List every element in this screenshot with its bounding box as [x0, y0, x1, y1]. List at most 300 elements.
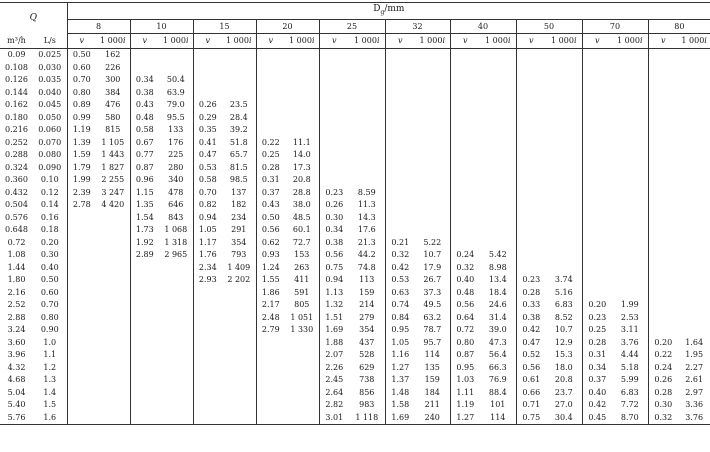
- head-loss-cell: [480, 74, 516, 87]
- head-loss-cell: [415, 212, 450, 225]
- head-loss-header: 1 000i: [222, 34, 256, 49]
- velocity-cell: [648, 99, 678, 112]
- velocity-cell: [256, 412, 285, 425]
- velocity-cell: 2.26: [319, 362, 349, 375]
- head-loss-cell: [415, 137, 450, 150]
- velocity-cell: [67, 212, 96, 225]
- flow-m3h-cell: 0.648: [5, 225, 28, 235]
- head-loss-cell: 137: [231, 187, 247, 197]
- head-loss-cell: 44.2: [357, 250, 376, 260]
- head-loss-cell: 411: [294, 275, 310, 285]
- velocity-cell: [450, 112, 480, 125]
- head-loss-cell: [349, 137, 385, 150]
- velocity-cell: 2.79: [256, 324, 285, 337]
- head-loss-header: 1 000i: [96, 34, 130, 49]
- head-loss-cell: 14.0: [292, 150, 311, 160]
- velocity-cell: [648, 149, 678, 162]
- head-loss-cell: 3.74: [554, 275, 573, 285]
- head-loss-cell: [222, 412, 256, 425]
- head-loss-cell: 5.18: [620, 362, 639, 372]
- head-loss-cell: 38.0: [292, 200, 311, 210]
- head-loss-cell: [159, 299, 193, 312]
- head-loss-cell: 24.6: [488, 300, 507, 310]
- velocity-cell: [450, 87, 480, 100]
- velocity-cell: 0.58: [193, 174, 222, 187]
- head-loss-cell: [546, 212, 582, 225]
- head-loss-cell: [480, 112, 516, 125]
- velocity-cell: [582, 237, 612, 250]
- velocity-cell: [385, 162, 415, 175]
- head-loss-cell: [159, 274, 193, 287]
- velocity-cell: 0.33: [516, 299, 546, 312]
- head-loss-cell: 28.8: [292, 187, 311, 197]
- flow-ls-cell: 0.10: [33, 174, 67, 187]
- head-loss-cell: [285, 362, 319, 375]
- head-loss-cell: 646: [168, 200, 184, 210]
- head-loss-cell: 5.42: [488, 250, 507, 260]
- head-loss-cell: [480, 174, 516, 187]
- head-loss-cell: 6.83: [620, 387, 639, 397]
- velocity-cell: [67, 287, 96, 300]
- head-loss-cell: [415, 99, 450, 112]
- velocity-cell: 0.47: [516, 337, 546, 350]
- head-loss-cell: 8.59: [357, 187, 376, 197]
- head-loss-cell: [546, 149, 582, 162]
- head-loss-cell: 279: [359, 312, 375, 322]
- head-loss-cell: [222, 312, 256, 325]
- head-loss-cell: 88.4: [488, 387, 507, 397]
- head-loss-cell: 26.7: [423, 275, 442, 285]
- velocity-cell: [582, 137, 612, 150]
- head-loss-cell: 1.64: [685, 337, 704, 347]
- head-loss-cell: [678, 212, 710, 225]
- head-loss-cell: 8.98: [488, 262, 507, 272]
- head-loss-cell: [159, 399, 193, 412]
- head-loss-cell: 18.4: [488, 287, 507, 297]
- velocity-cell: [67, 387, 96, 400]
- head-loss-cell: [480, 137, 516, 150]
- velocity-cell: [130, 299, 159, 312]
- head-loss-cell: [480, 162, 516, 175]
- head-loss-cell: [96, 337, 130, 350]
- head-loss-cell: 225: [168, 150, 184, 160]
- velocity-cell: [256, 399, 285, 412]
- head-loss-cell: [159, 287, 193, 300]
- head-loss-cell: [285, 337, 319, 350]
- velocity-cell: 0.89: [67, 99, 96, 112]
- diameter-header: 32: [385, 20, 450, 34]
- head-loss-header: 1 000i: [349, 34, 385, 49]
- velocity-cell: 0.94: [319, 274, 349, 287]
- diameter-header-row: [0, 20, 710, 34]
- flow-ls-cell: 0.045: [33, 99, 67, 112]
- flow-ls-cell: 0.090: [33, 162, 67, 175]
- velocity-cell: [256, 337, 285, 350]
- velocity-cell: 1.88: [319, 337, 349, 350]
- velocity-cell: 0.93: [256, 249, 285, 262]
- velocity-cell: [256, 362, 285, 375]
- velocity-cell: [130, 349, 159, 362]
- head-loss-cell: [222, 62, 256, 75]
- head-loss-cell: [285, 412, 319, 425]
- head-loss-cell: 528: [359, 350, 375, 360]
- head-loss-cell: [285, 62, 319, 75]
- velocity-cell: [516, 224, 546, 237]
- velocity-cell: [256, 62, 285, 75]
- velocity-cell: 0.37: [582, 374, 612, 387]
- flow-m3h-cell: 5.04: [7, 387, 26, 397]
- head-loss-cell: [159, 374, 193, 387]
- table-row: [0, 124, 710, 137]
- velocity-cell: [648, 262, 678, 275]
- head-loss-cell: 300: [105, 75, 121, 85]
- head-loss-cell: [546, 124, 582, 137]
- velocity-cell: [516, 99, 546, 112]
- velocity-cell: [319, 49, 349, 62]
- head-loss-cell: 65.7: [229, 150, 248, 160]
- velocity-cell: 1.54: [130, 212, 159, 225]
- head-loss-cell: [612, 187, 648, 200]
- velocity-cell: [450, 137, 480, 150]
- head-loss-cell: [415, 162, 450, 175]
- flow-ls-cell: 1.0: [33, 337, 67, 350]
- head-loss-cell: [349, 49, 385, 62]
- head-loss-cell: [415, 74, 450, 87]
- head-loss-cell: 1.99: [620, 300, 639, 310]
- velocity-cell: [256, 49, 285, 62]
- head-loss-cell: [349, 149, 385, 162]
- head-loss-cell: [415, 124, 450, 137]
- flow-ls-cell: 0.070: [33, 137, 67, 150]
- head-loss-cell: [678, 312, 710, 325]
- velocity-cell: [450, 74, 480, 87]
- velocity-cell: [193, 374, 222, 387]
- head-loss-cell: [612, 62, 648, 75]
- flow-m3h-cell: 0.09: [7, 50, 26, 60]
- table-row: [0, 149, 710, 162]
- velocity-cell: 0.42: [385, 262, 415, 275]
- head-loss-cell: [349, 162, 385, 175]
- velocity-cell: 0.30: [648, 399, 678, 412]
- velocity-cell: [582, 262, 612, 275]
- velocity-cell: [130, 374, 159, 387]
- velocity-cell: 0.87: [450, 349, 480, 362]
- head-loss-cell: [415, 112, 450, 125]
- head-loss-cell: [546, 137, 582, 150]
- velocity-cell: 0.71: [516, 399, 546, 412]
- flow-m3h-cell: 0.432: [5, 187, 28, 197]
- velocity-cell: 0.38: [319, 237, 349, 250]
- velocity-cell: [516, 249, 546, 262]
- velocity-cell: [256, 387, 285, 400]
- velocity-cell: [319, 99, 349, 112]
- velocity-cell: 1.27: [450, 412, 480, 425]
- flow-ls-cell: 0.30: [33, 249, 67, 262]
- velocity-cell: [385, 187, 415, 200]
- head-loss-cell: 856: [359, 387, 375, 397]
- flow-ls-cell: 0.80: [33, 312, 67, 325]
- head-loss-cell: 159: [359, 287, 375, 297]
- velocity-cell: [516, 124, 546, 137]
- velocity-cell: 1.39: [67, 137, 96, 150]
- table-row: [0, 237, 710, 250]
- head-loss-cell: [678, 262, 710, 275]
- velocity-cell: 0.95: [385, 324, 415, 337]
- velocity-cell: [582, 212, 612, 225]
- head-loss-cell: 78.7: [423, 325, 442, 335]
- velocity-cell: 0.38: [516, 312, 546, 325]
- flow-m3h-cell: 0.576: [5, 212, 28, 222]
- flow-ls-cell: 1.2: [33, 362, 67, 375]
- velocity-cell: 1.48: [385, 387, 415, 400]
- velocity-cell: [385, 87, 415, 100]
- velocity-cell: [385, 99, 415, 112]
- head-loss-cell: 60.1: [292, 225, 311, 235]
- head-loss-cell: 14.3: [357, 212, 376, 222]
- head-loss-cell: 3.76: [620, 337, 639, 347]
- diameter-header: 20: [256, 20, 319, 34]
- velocity-cell: 1.27: [385, 362, 415, 375]
- head-loss-cell: [96, 387, 130, 400]
- head-loss-cell: [678, 249, 710, 262]
- flow-m3h-cell: 0.504: [5, 200, 28, 210]
- velocity-cell: 0.28: [582, 337, 612, 350]
- velocity-cell: [67, 412, 96, 425]
- head-loss-cell: [480, 187, 516, 200]
- head-loss-cell: 37.3: [423, 287, 442, 297]
- flow-ls-cell: 0.14: [33, 199, 67, 212]
- velocity-cell: 1.16: [385, 349, 415, 362]
- velocity-header: v: [130, 34, 159, 49]
- velocity-cell: [385, 74, 415, 87]
- velocity-cell: [582, 174, 612, 187]
- velocity-cell: [193, 62, 222, 75]
- velocity-cell: [385, 149, 415, 162]
- head-loss-cell: [480, 99, 516, 112]
- head-loss-cell: 5.16: [554, 287, 573, 297]
- head-loss-cell: [285, 74, 319, 87]
- velocity-cell: 0.28: [648, 387, 678, 400]
- flow-ls-cell: 0.050: [33, 112, 67, 125]
- table-row: [0, 412, 710, 425]
- velocity-cell: 1.19: [450, 399, 480, 412]
- head-loss-cell: 354: [359, 325, 375, 335]
- flow-m3h-cell: 2.88: [7, 312, 26, 322]
- velocity-cell: 1.11: [450, 387, 480, 400]
- head-loss-cell: [678, 124, 710, 137]
- head-loss-header: 1 000i: [159, 34, 193, 49]
- velocity-cell: 0.67: [130, 137, 159, 150]
- head-loss-cell: 51.8: [229, 137, 248, 147]
- velocity-cell: 2.34: [193, 262, 222, 275]
- velocity-header: v: [256, 34, 285, 49]
- flow-ls-cell: 1.1: [33, 349, 67, 362]
- head-loss-cell: [222, 399, 256, 412]
- table-row: [0, 249, 710, 262]
- velocity-cell: 1.59: [67, 149, 96, 162]
- head-loss-cell: 182: [231, 200, 247, 210]
- head-loss-cell: [612, 137, 648, 150]
- velocity-cell: [256, 112, 285, 125]
- head-loss-cell: [159, 362, 193, 375]
- head-loss-cell: 2 965: [164, 250, 188, 260]
- head-loss-cell: 72.7: [292, 237, 311, 247]
- head-loss-cell: 3.11: [620, 325, 639, 335]
- head-loss-cell: 56.4: [488, 350, 507, 360]
- velocity-cell: 0.63: [385, 287, 415, 300]
- head-loss-cell: 354: [231, 237, 247, 247]
- head-loss-cell: 20.8: [292, 175, 311, 185]
- velocity-cell: [450, 212, 480, 225]
- head-loss-cell: [612, 124, 648, 137]
- velocity-cell: [193, 362, 222, 375]
- velocity-cell: [67, 399, 96, 412]
- head-loss-cell: [159, 349, 193, 362]
- head-loss-cell: 114: [424, 350, 440, 360]
- head-loss-cell: 11.3: [357, 200, 376, 210]
- table-row: [0, 174, 710, 187]
- head-loss-cell: [159, 324, 193, 337]
- flow-m3h-cell: 0.252: [5, 137, 28, 147]
- velocity-cell: 0.37: [256, 187, 285, 200]
- velocity-cell: [67, 349, 96, 362]
- velocity-cell: [385, 124, 415, 137]
- velocity-cell: [385, 137, 415, 150]
- head-loss-cell: 591: [294, 287, 310, 297]
- unit-ls: L/s: [33, 34, 67, 49]
- table-row: [0, 87, 710, 100]
- velocity-cell: 0.61: [516, 374, 546, 387]
- velocity-cell: [582, 99, 612, 112]
- table-row: [0, 112, 710, 125]
- head-loss-cell: [349, 124, 385, 137]
- velocity-cell: 0.25: [582, 324, 612, 337]
- head-loss-cell: 2 202: [227, 275, 251, 285]
- flow-ls-cell: 0.16: [33, 212, 67, 225]
- head-loss-cell: 28.4: [229, 112, 248, 122]
- head-loss-cell: 98.5: [229, 175, 248, 185]
- head-loss-cell: 39.0: [488, 325, 507, 335]
- velocity-cell: [193, 49, 222, 62]
- velocity-cell: 0.38: [130, 87, 159, 100]
- velocity-cell: 0.24: [450, 249, 480, 262]
- flow-ls-cell: 1.5: [33, 399, 67, 412]
- head-loss-cell: [612, 224, 648, 237]
- velocity-cell: [67, 274, 96, 287]
- head-loss-cell: [96, 399, 130, 412]
- head-loss-cell: [222, 349, 256, 362]
- velocity-cell: [67, 262, 96, 275]
- head-loss-cell: [159, 337, 193, 350]
- head-loss-cell: [415, 187, 450, 200]
- table-row: [0, 337, 710, 350]
- head-loss-cell: 2.53: [620, 312, 639, 322]
- diameter-header: 70: [582, 20, 648, 34]
- flow-m3h-cell: 0.72: [7, 237, 26, 247]
- velocity-cell: [582, 249, 612, 262]
- velocity-cell: [450, 149, 480, 162]
- velocity-cell: [648, 237, 678, 250]
- head-loss-cell: 74.8: [357, 262, 376, 272]
- head-loss-cell: 114: [490, 412, 506, 422]
- table-row: [0, 299, 710, 312]
- flow-m3h-cell: 0.216: [5, 125, 28, 135]
- q-header: Q: [0, 3, 67, 34]
- velocity-cell: [130, 324, 159, 337]
- flow-m3h-cell: 0.144: [5, 87, 28, 97]
- velocity-cell: [450, 199, 480, 212]
- head-loss-cell: [612, 274, 648, 287]
- flow-ls-cell: 1.4: [33, 387, 67, 400]
- head-loss-cell: [546, 74, 582, 87]
- diameter-header: 8: [67, 20, 130, 34]
- velocity-cell: [193, 399, 222, 412]
- head-loss-cell: 476: [105, 100, 121, 110]
- velocity-cell: 0.22: [256, 137, 285, 150]
- head-loss-cell: [678, 99, 710, 112]
- head-loss-cell: [612, 174, 648, 187]
- velocity-header: v: [67, 34, 96, 49]
- velocity-cell: [582, 87, 612, 100]
- head-loss-cell: [546, 262, 582, 275]
- head-loss-cell: 31.4: [488, 312, 507, 322]
- head-loss-cell: [222, 299, 256, 312]
- velocity-cell: 2.89: [130, 249, 159, 262]
- head-loss-cell: 159: [424, 375, 440, 385]
- velocity-cell: [516, 262, 546, 275]
- velocity-cell: [67, 249, 96, 262]
- head-loss-cell: [612, 87, 648, 100]
- velocity-cell: 0.41: [193, 137, 222, 150]
- velocity-cell: [193, 287, 222, 300]
- flow-ls-cell: 0.080: [33, 149, 67, 162]
- diameter-header: 25: [319, 20, 385, 34]
- velocity-cell: [450, 62, 480, 75]
- velocity-cell: 0.40: [582, 387, 612, 400]
- velocity-cell: 0.75: [516, 412, 546, 425]
- head-loss-cell: 184: [424, 387, 440, 397]
- velocity-cell: [130, 49, 159, 62]
- head-loss-cell: [285, 374, 319, 387]
- head-loss-cell: 8.70: [620, 412, 639, 422]
- velocity-cell: 0.20: [582, 299, 612, 312]
- head-loss-cell: [222, 49, 256, 62]
- velocity-cell: [582, 124, 612, 137]
- velocity-cell: 2.17: [256, 299, 285, 312]
- velocity-cell: 0.32: [648, 412, 678, 425]
- velocity-header: v: [648, 34, 678, 49]
- flow-m3h-cell: 0.360: [5, 175, 28, 185]
- velocity-cell: 0.56: [516, 362, 546, 375]
- velocity-cell: [385, 62, 415, 75]
- flow-m3h-cell: 4.68: [7, 375, 26, 385]
- velocity-cell: 3.01: [319, 412, 349, 425]
- head-loss-cell: [415, 174, 450, 187]
- velocity-cell: [193, 299, 222, 312]
- velocity-cell: 1.58: [385, 399, 415, 412]
- head-loss-cell: [159, 312, 193, 325]
- velocity-cell: 0.80: [67, 87, 96, 100]
- head-loss-cell: [349, 74, 385, 87]
- head-loss-cell: [415, 149, 450, 162]
- head-loss-cell: 8.52: [554, 312, 573, 322]
- velocity-cell: [130, 362, 159, 375]
- head-loss-cell: [678, 112, 710, 125]
- velocity-cell: [385, 199, 415, 212]
- velocity-cell: [193, 412, 222, 425]
- velocity-cell: [193, 324, 222, 337]
- head-loss-cell: 162: [105, 50, 121, 60]
